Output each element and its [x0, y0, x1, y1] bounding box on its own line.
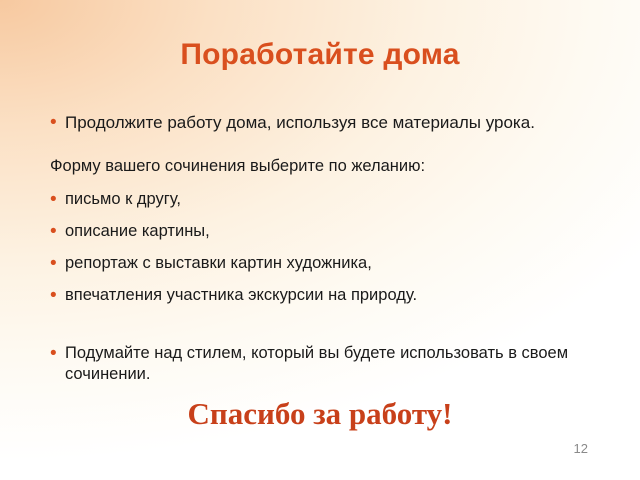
- closing-text: Спасибо за работу!: [187, 396, 453, 431]
- list-item-label: репортаж с выставки картин художника,: [65, 254, 372, 272]
- list-item: [48, 112, 608, 134]
- list-item: [48, 285, 608, 307]
- spacer: [48, 329, 608, 343]
- list-item-label: Продолжите работу дома, используя все материалы урока.: [65, 113, 535, 132]
- list-item: [48, 189, 608, 211]
- bullet-icon: •: [50, 189, 57, 210]
- bullet-icon: •: [50, 221, 57, 242]
- spacer: [48, 309, 608, 329]
- intro-line: Форму вашего сочинения выберите по желанию:: [50, 157, 426, 175]
- page-number: 12: [573, 441, 588, 456]
- list-item: [48, 343, 608, 385]
- spacer: [48, 277, 608, 285]
- spacer: [48, 245, 608, 253]
- bullet-icon: •: [50, 253, 57, 274]
- list-item: [48, 221, 608, 243]
- list-item-label: Подумайте над стилем, который вы будете использовать в своем сочинении.: [65, 344, 569, 383]
- list-item: [48, 253, 608, 275]
- spacer: [48, 213, 608, 221]
- bullet-icon: •: [50, 343, 57, 364]
- list-item-label: впечатления участника экскурсии на природу.: [65, 286, 418, 304]
- slide-body: [48, 112, 608, 387]
- page-title: Поработайте дома: [180, 38, 460, 71]
- spacer: [48, 136, 608, 156]
- bullet-icon: •: [50, 285, 57, 306]
- list-item-label: описание картины,: [65, 222, 210, 240]
- list-item-label: письмо к другу,: [65, 190, 181, 208]
- spacer: [48, 181, 608, 189]
- bullet-icon: •: [50, 112, 57, 133]
